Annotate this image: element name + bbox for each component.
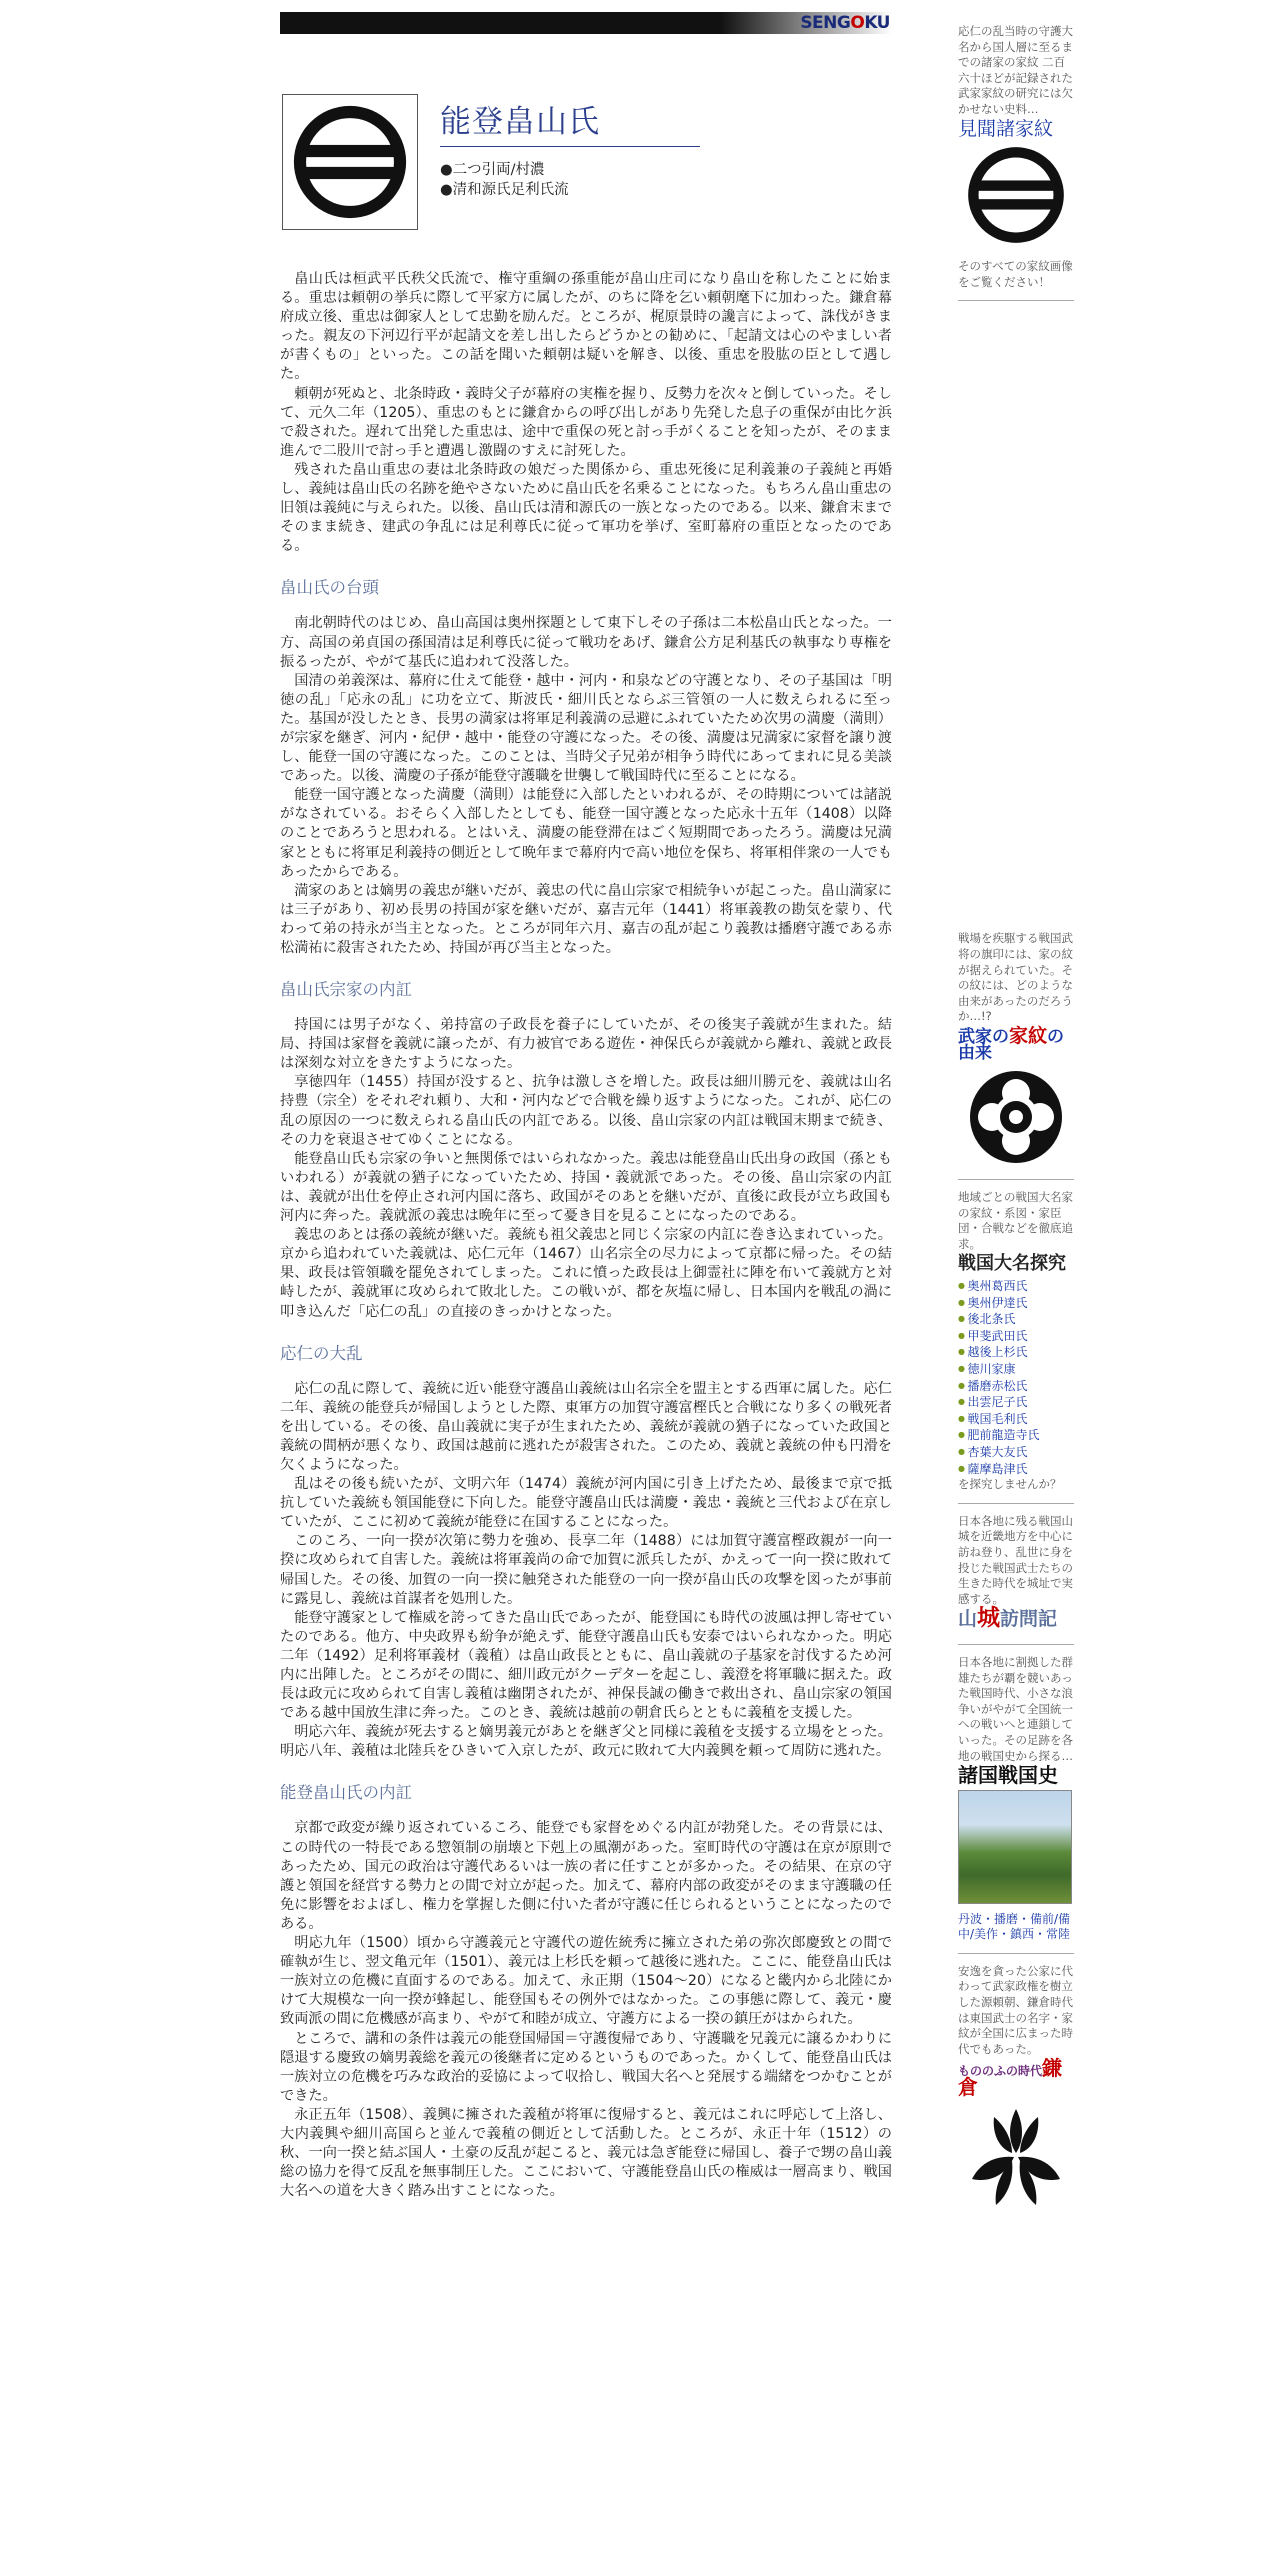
daimyo-link[interactable]: ● 奥州葛西氏 — [958, 1278, 1074, 1295]
sidebar-block-yamashiro[interactable] — [958, 1514, 1074, 1645]
section-paragraph: 国清の弟義深は、幕府に仕えて能登・越中・河内・和泉などの守護となり、その子基国は「明徳の乱」「応永の乱」に功を立て、斯波氏・細川氏とならぶ三管領の一人に数えられるに至った。基国が没したとき、長男の満家は将軍足利義満の忌避にふれていたため次男の満慶（満則）が宗家を継ぎ、河内・紀伊・越中・能登の守護になった。その後、満慶は兄満家に家督を譲り渡し、能登一国の守護になった。このことは、当時父子兄弟が相争う時代にあってまれに見る美談であった。以後、満慶の子孫が能登守護職を世襲して戦国時代に至ることになる。 — [280, 672, 892, 785]
article-body — [280, 270, 892, 2201]
section-paragraph: 乱はその後も続いたが、文明六年（1474）義統が河内国に引き上げたため、最後まで京で抵抗していた義統も領国能登に下向した。能登守護畠山氏は満慶・義忠・義統と三代および在京していたが、ここに初めて義統が能登に在国することになった。 — [280, 1476, 892, 1531]
futatsu-hikiryo-crest-icon — [289, 101, 411, 223]
sidebar-text: 戦場を疾駆する戦国武将の旗印には、家の紋が据えられていた。その紋には、どのような由来があったのだろうか…!? — [958, 931, 1073, 1024]
section-paragraph: 明応六年、義統が死去すると嫡男義元があとを継ぎ父と同様に義稙を支援する立場をとった。明応八年、義稙は北陸兵をひきいて入京したが、政元に敗れて大内義興を頼って周防に逃れた。 — [280, 1724, 892, 1760]
section-paragraph: このころ、一向一揆が次第に勢力を強め、長享二年（1488）には加賀守護富樫政親が一向一揆に攻められて自害した。義統は将軍義尚の命で加賀に派兵したが、かえって一向一揆に敗れて帰国した。その後、加賀の一向一揆に触発された能登の一向一揆が畠山氏の攻撃を図ったが事前に露見し、義統は首謀者を処刑した。 — [280, 1533, 892, 1607]
section-paragraph: 能登守護家として権威を誇ってきた畠山氏であったが、能登国にも時代の波風は押し寄せていたのである。他方、中央政界も紛争が絶えず、能登守護畠山氏も安泰ではいられなかった。明応二年（1492）足利将軍義材（義稙）は畠山政長とともに、畠山義就の子基家を討伐するため河内に出陣した。ところがその間に、細川政元がクーデターを起こし、義澄を将軍職に据えた。政長は政元に攻められて自害し義稙は幽閉されたが、神保長誠の働きで救出され、畠山宗家の領国である越中国放生津に奔った。このとき、義統は越前の朝倉氏らとともに義稙を支援した。 — [280, 1609, 892, 1722]
lineage: ●清和源氏足利氏流 — [440, 182, 569, 198]
mountain-landscape-photo[interactable] — [958, 1790, 1072, 1904]
mokko-crest-icon — [966, 1067, 1066, 1167]
sidebar-block-kamakura[interactable] — [958, 1964, 1074, 2221]
sidebar-block-daimyo — [958, 1190, 1074, 1504]
section-heading: 能登畠山氏の内訌 — [280, 1783, 412, 1803]
intro-paragraph: 頼朝が死ぬと、北条時政・義時父子が幕府の実権を握り、反勢力を次々と倒していった。そして、元久二年（1205）、重忠のもとに鎌倉からの呼び出しがあり先発した息子の重保が由比ケ浜で殺された。遅れて出発した重忠は、途中で重保の死と討っ手がくることを知ったが、そのまま進んで二股川で討っ手と遭遇し激闘のすえに討死した。 — [280, 385, 892, 459]
section-heading: 応仁の大乱 — [280, 1343, 363, 1363]
daimyo-link[interactable]: ● 杏葉大友氏 — [958, 1444, 1074, 1461]
section-paragraph: 義忠のあとは孫の義統が継いだ。義統も祖父義忠と同じく宗家の内訌に巻き込まれていった。京から追われていた義就は、応仁元年（1467）山名宗全の尽力によって京都に帰った。その結果、政長は管領職を罷免されてしまった。これに憤った政長は上御霊社に陣を布いて義就方と対峙したが、義就軍に攻められて敗北した。この戦いが、都を灰塩に帰し、日本国内を戦乱の渦に叩き込んだ「応仁の乱」の直接のきっかけとなった。 — [280, 1227, 892, 1320]
sidebar-note: そのすべての家紋画像をご覧ください！ — [958, 259, 1073, 289]
sidebar-title[interactable]: もののふの時代鎌倉 — [958, 2056, 1063, 2100]
sidebar-block-sengokushi[interactable] — [958, 1655, 1074, 1954]
page-title: 能登畠山氏 — [440, 104, 600, 140]
futatsu-hikiryo-crest-icon — [964, 143, 1068, 247]
sidebar-title[interactable]: 武家の家紋の由来 — [958, 1024, 1065, 1063]
section-paragraph: 満家のあとは嫡男の義忠が継いだが、義忠の代に畠山宗家で相続争いが起こった。畠山満家には三子があり、初め長男の持国が家を継いだが、嘉吉元年（1441）将軍義教の勘気を蒙り、代わって弟の持永が当主となった。ところが同年六月、嘉吉の乱が起こり義教は播磨守護である赤松満祐に殺害されたため、持国が再び当主となった。 — [280, 882, 892, 956]
daimyo-link[interactable]: ● 甲斐武田氏 — [958, 1328, 1074, 1345]
article-sections — [280, 574, 892, 2201]
daimyo-link[interactable]: ● 越後上杉氏 — [958, 1344, 1074, 1361]
section-paragraph: 応仁の乱に際して、義統に近い能登守護畠山義統は山名宗全を盟主とする西軍に属した。応仁二年、義統の能登兵が帰国しようとした際、東軍方の加賀守護富樫氏と合戦になり多くの戦死者を出している。その後、畠山義就に実子が生まれたため、義統が義就の猶子になっていた政国と義統の間柄が悪くなり、政国は越前に逃れたが殺害された。このため、義就と義統の仲も円滑を欠くようになった。 — [280, 1380, 892, 1473]
section-paragraph: 享徳四年（1455）持国が没すると、抗争は激しさを増した。政長は細川勝元を、義就は山名持豊（宗全）をそれぞれ頼り、大和・河内などで合戦を繰り返すようになった。これが、応仁の乱の原因の一つに数えられる畠山氏の内訌である。以後、畠山宗家の内訌は戦国末期まで続き、その力を衰退させてゆくことになる。 — [280, 1074, 892, 1148]
sidebar-text: を探究しませんか？ — [958, 1477, 1062, 1492]
article-section — [280, 1779, 892, 2201]
article-section — [280, 976, 892, 1322]
section-paragraph: 能登畠山氏も宗家の争いと無関係ではいられなかった。義忠は能登畠山氏出身の政国（孫ともいわれる）が義就の猶子になっていたため、持国・義就派であった。その後、畠山宗家の内訌は、義就が出仕を停止され河内国に落ち、政国がそのあとを継いだが、直後に政長が立ち政国も河内に奔った。義就派の義忠は晩年に至って憂き目を見ることになったのである。 — [280, 1150, 892, 1225]
section-paragraph: 南北朝時代のはじめ、畠山高国は奥州探題として東下しその子孫は二本松畠山氏となった。一方、高国の弟貞国の孫国清は足利尊氏に従って戦功をあげ、鎌倉公方足利基氏の執事なり専権を振るったが、やがて基氏に追われて没落した。 — [280, 615, 892, 670]
title-underline — [440, 146, 700, 147]
sidebar-text: 応仁の乱当時の守護大名から国人層に至るまでの諸家の家紋 二百六十ほどが記録された武家家紋の研究には欠かせない史料… — [958, 24, 1073, 116]
sidebar-block-kamon-origin[interactable] — [958, 931, 1074, 1180]
daimyo-link[interactable]: ● 肥前龍造寺氏 — [958, 1427, 1074, 1444]
daimyo-link[interactable]: ● 薩摩島津氏 — [958, 1461, 1074, 1478]
section-paragraph: 能登一国守護となった満慶（満則）は能登に入部したといわれるが、その時期については諸説がなされている。おそらく入部したとしても、能登一国守護となった応永十五年（1408）以降のことであろうと思われる。とはいえ、満慶の能登滞在はごく短期間であったろう。満慶は兄満家とともに将軍足利義持の側近として晩年まで幕府内で高い地位を保ち、将軍相伴衆の一人でもあったからである。 — [280, 787, 892, 880]
sidebar-title[interactable]: 山城訪問記 — [958, 1605, 1058, 1632]
daimyo-link[interactable]: ● 後北条氏 — [958, 1311, 1074, 1328]
region-links[interactable] — [958, 1912, 1074, 1943]
section-paragraph: 永正五年（1508）、義興に擁された義稙が将軍に復帰すると、義元はこれに呼応して上洛し、大内義興や細川高国らと並んで義稙の側近として活動した。ところが、永正十年（1512）の秋、一向一揆と結ぶ国人・土豪の反乱が起こると、義元は急ぎ能登に帰国し、養子で甥の畠山義総の協力を得て反乱を無事制圧した。ここにおいて、守護能登畠山氏の権威は一層高まり、戦国大名への道を大きく踏み出すことになった。 — [280, 2106, 892, 2200]
crest-name: ●二つ引両/村濃 — [440, 162, 545, 178]
daimyo-link[interactable]: ● 播磨赤松氏 — [958, 1378, 1074, 1395]
section-heading: 畠山氏宗家の内訌 — [280, 980, 412, 1000]
sidebar-spacer — [958, 311, 1074, 931]
section-paragraph: ところで、講和の条件は義元の能登国帰国＝守護復帰であり、守護職を兄義元に譲るかわりに隠退する慶致の嫡男義総を義元の後継者に定めるというものであった。かくして、能登畠山氏は一族対立の危機を巧みな政治的妥協によって収拾し、戦国大名へと発展する端緒をつかむことができた。 — [280, 2030, 892, 2104]
top-banner — [280, 12, 892, 34]
sidebar-title[interactable]: 見聞諸家紋 — [958, 117, 1054, 140]
article-section — [280, 1340, 892, 1762]
sidebar-block-kamon-list[interactable] — [958, 24, 1074, 301]
intro-paragraph: 畠山氏は桓武平氏秩父氏流で、権守重綱の孫重能が畠山庄司になり畠山を称したことに始まる。重忠は頼朝の挙兵に際して平家方に属したが、のちに降を乞い頼朝麾下に加わった。鎌倉幕府成立後、重忠は御家人として忠勤を励んだ。ところが、梶原景時の讒言によって、誅伐がきまった。親友の下河辺行平が起請文を差し出したらどうかとの勧めに、「起請文は心のやましい者が書くもの」といった。この話を聞いた頼朝は疑いを解き、以後、重忠を股肱の臣として遇した。 — [280, 271, 892, 383]
daimyo-link[interactable]: ● 奥州伊達氏 — [958, 1295, 1074, 1312]
intro-paragraph: 残された畠山重忠の妻は北条時政の娘だった関係から、重忠死後に足利義兼の子義純と再婚し、義純は畠山氏の名跡を絶やさないために畠山氏を名乗ることになった。もちろん畠山重忠の旧領は義純に与えられた。以後、畠山氏は清和源氏の一族となったのである。以来、鎌倉末までそのまま続き、建武の争乱には足利尊氏に従って軍功を挙げ、室町幕府の重臣となったのである。 — [280, 461, 892, 555]
section-paragraph: 持国には男子がなく、弟持富の子政長を養子にしていたが、その後実子義就が生まれた。結局、持国は家督を義就に譲ったが、有力被官である遊佐・神保氏らが義就から離れ、義就と政長は深刻な対立をきたすようになった。 — [280, 1017, 892, 1072]
section-heading: 畠山氏の台頭 — [280, 578, 379, 598]
sidebar-title[interactable]: 諸国戦国史 — [958, 1763, 1058, 1788]
daimyo-link[interactable]: ● 徳川家康 — [958, 1361, 1074, 1378]
sidebar-text: 日本各地に割拠した群雄たちが覇を競いあった戦国時代、小さな浪争いがやがて全国統一への戦いへと連鎖していった。その足跡を各地の戦国史から探る… — [958, 1654, 1073, 1763]
intro-section — [280, 270, 892, 556]
section-paragraph: 明応九年（1500）頃から守護義元と守護代の遊佐統秀に擁立された弟の弥次郎慶致との間で確執が生じ、翌文亀元年（1501）、義元は上杉氏を頼って越後に逃れた。ここに、能登畠山氏は一族対立の危機に直面するのである。加えて、永正期（1504～20）になると畿内から北陸にかけて大規模な一向一揆が蜂起し、能登国もその例外ではなかった。この事態に際して、義元・慶致両派の間に危機感が高まり、やがて和睦が成立、守護方による一揆の鎮圧がはかられた。 — [280, 1935, 892, 2028]
sidebar-title[interactable]: 戦国大名探究 — [958, 1253, 1066, 1275]
sidebar — [958, 24, 1074, 2231]
daimyo-link[interactable]: ● 戦国毛利氏 — [958, 1411, 1074, 1428]
sidebar-text: 地域ごとの戦国大名家の家紋・系図・家臣団・合戦などを徹底追求。 — [958, 1190, 1073, 1251]
region-link[interactable]: 丹波・播磨・備前/備中/美作・鎮西・常陸 — [958, 1911, 1071, 1942]
sidebar-text: 日本各地に残る戦国山城を近畿地方を中心に訪ね登り、乱世に身を投じた戦国武士たちの生きた時代を城址で実感する。 — [958, 1513, 1073, 1606]
section-paragraph: 京都で政変が繰り返されているころ、能登でも家督をめぐる内訌が勃発した。その背景には、この時代の一特長である惣領制の崩壊と下剋上の風潮があった。室町時代の守護は在京が原則であったため、国元の政治は守護代あるいは一族の者に任すことが多かった。その結果、在京の守護と領国を経営する勢力との間で対立が起った。加えて、幕府内部の政変がそのまま守護職の任免に影響をおよぼし、権力を掌握した側に付いた者が守護に任じられるということになったのである。 — [280, 1820, 892, 1932]
main-content — [280, 12, 892, 2201]
crest-frame — [282, 94, 418, 230]
article-section — [280, 574, 892, 958]
daimyo-link[interactable]: ● 出雲尼子氏 — [958, 1394, 1074, 1411]
daimyo-link-list — [958, 1278, 1074, 1477]
page-header — [280, 94, 892, 234]
sasa-rindo-crest-icon — [966, 2105, 1066, 2209]
site-logo[interactable]: SENGOKU — [800, 13, 890, 33]
sidebar-text: 安逸を貪った公家に代わって武家政権を樹立した源頼朝、鎌倉時代は東国武士の名字・家紋が全国に広まった時代でもあった。 — [958, 1963, 1073, 2056]
